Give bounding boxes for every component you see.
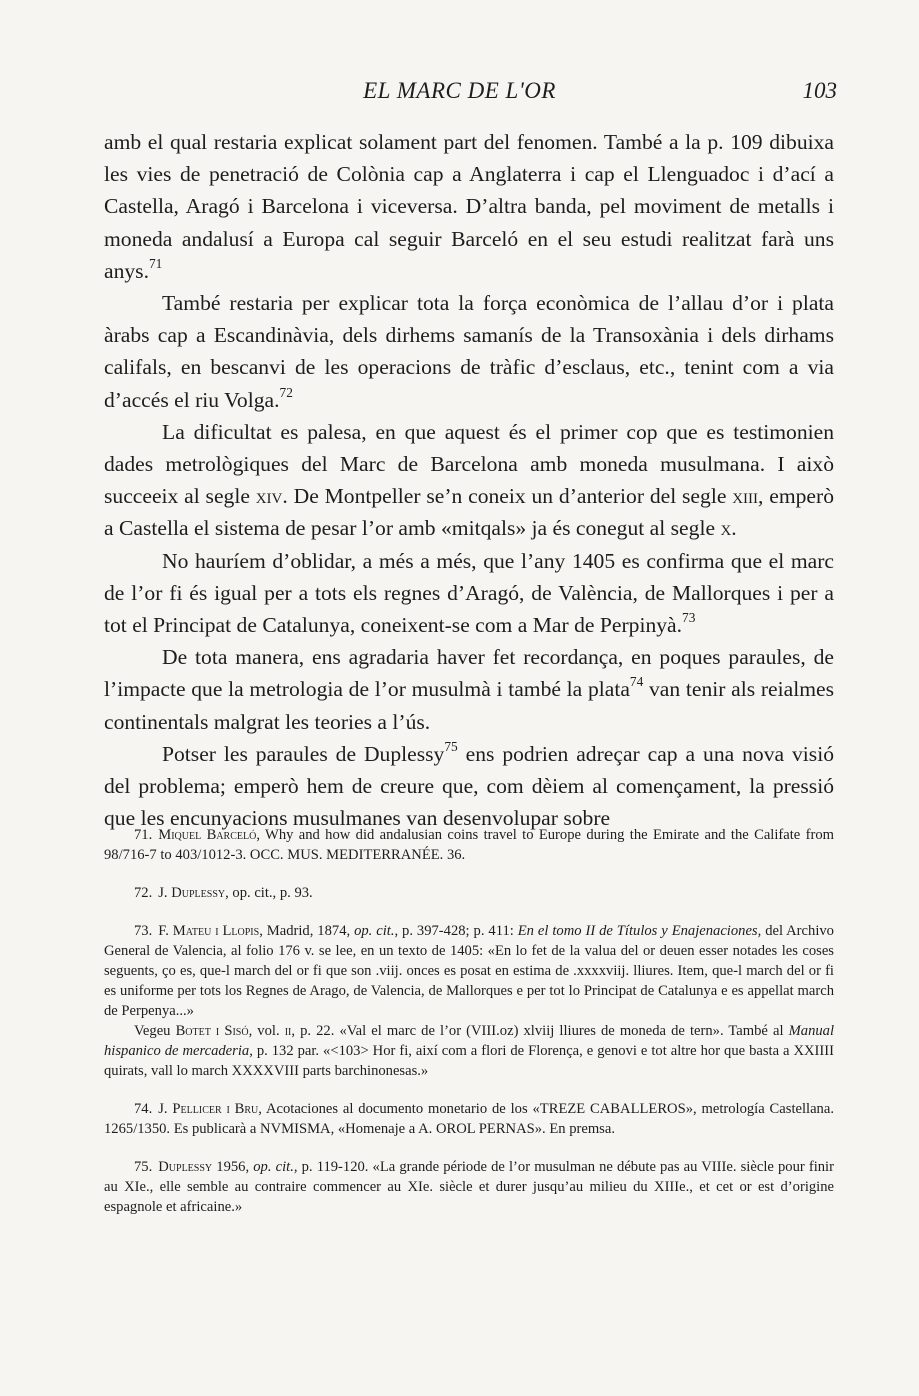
paragraph-5-text-b: van tenir als reialmes continentals malgrat les teories a l’ús. xyxy=(104,677,834,734)
footnote-ref-74: 74 xyxy=(629,674,644,690)
footnote-ref-73: 73 xyxy=(682,610,696,626)
paragraph-3 xyxy=(104,416,834,545)
page-number: 103 xyxy=(802,78,837,103)
footnote-body: 1956, xyxy=(212,1159,254,1175)
footnote-ref-75: 75 xyxy=(444,738,458,754)
footnote-number: 72. xyxy=(134,885,153,901)
paragraph-4-text: No hauríem d’oblidar, a més a més, que l’any 1405 es confirma que el marc de l’or fi és igual per a tots els regnes d’Aragó, de València, de Mallorques i per a tot el Principat de Catalunya, coneixent-se com a Mar de Perpinyà. xyxy=(104,548,834,638)
footnote-number: 75. xyxy=(134,1159,153,1175)
paragraph-5-text-a: De tota manera, ens agradaria haver fet recordança, en poques paraules, de l’impacte que la metrologia de l’or musulmà i també la plata xyxy=(104,645,834,702)
footnote-italic: En el tomo II de Títulos y Enajenaciones, xyxy=(517,923,762,939)
footnote-number: 74. xyxy=(134,1101,153,1117)
footnote-75 xyxy=(104,1157,834,1217)
paragraph-6-text-b: ens podrien adreçar cap a una nova visió del problema; emperò hem de creure que, com dèiem al començament, la pressió que les encunyacions musulmanes van desenvolupar sobre xyxy=(104,741,835,831)
footnote-italic: Manual hispanico de mercaderia, xyxy=(104,1023,835,1059)
footnote-73 xyxy=(104,921,834,1081)
footnote-ref-71: 71 xyxy=(148,255,163,271)
footnote-body: , Why and how did andalusian coins travel to Europe during the Emirate and the Califate from 98/716-7 to 403/1012-3. OCC. MUS. MEDITERRANÉE. 36. xyxy=(104,827,834,863)
paragraph-5 xyxy=(104,641,834,738)
volume-numeral: ii xyxy=(284,1023,292,1039)
footnote-body: , vol. xyxy=(248,1023,285,1039)
century-numeral: xiv xyxy=(255,484,283,509)
footnote-73-text xyxy=(104,921,834,1021)
paragraph-1 xyxy=(104,126,834,287)
footnote-74-text xyxy=(104,1099,834,1139)
footnote-body: , p. 22. «Val el marc de l’or (VIII.oz) xlviij lliures de moneda de tern». També al xyxy=(291,1023,789,1039)
footnote-body: , p. 119-120. «La grande période de l’or musulman ne débute pas au VIIIe. siècle pour finir au XIe., elle semble au contraire commencer au XIe. siècle et durer jusqu’au milieu du XIIIe., et cet or est d’origine espagnole et africaine.» xyxy=(104,1159,834,1215)
footnote-body: p. 132 par. «<103> Hor fi, així com a flori de Florença, e genovi e tot altre hor que basta a XXIIII quirats, vall lo march XXXXVIII parts barchinonesas.» xyxy=(104,1043,834,1079)
paragraph-2 xyxy=(104,287,834,416)
footnote-73-text-2 xyxy=(104,1021,834,1081)
paragraph-6-text-a: Potser les paraules de Duplessy xyxy=(162,741,445,766)
paragraph-3-text-a: La dificultat es palesa, en que aquest és el primer cop que es testimonien dades metrològiques del Marc de Barcelona amb moneda musulmana. I això succeeix al segle xyxy=(104,419,834,509)
footnote-72 xyxy=(104,883,834,903)
footnote-body: , Acotaciones al documento monetario de los «TREZE CABALLEROS», metrología Castellana. 1265/1350. Es publicarà a NVMISMA, «Homenaje a A. OROL PERNAS». En premsa. xyxy=(104,1101,834,1137)
footnote-ref-72: 72 xyxy=(279,384,293,400)
footnotes xyxy=(104,825,834,1235)
footnote-author: Miquel Barceló xyxy=(158,827,257,843)
paragraph-1-text: amb el qual restaria explicat solament part del fenomen. També a la p. 109 dibuixa les vies de penetració de Colònia cap a Anglaterra i cap el Llenguadoc i d’ací a Castella, Aragó i Barcelona i viceversa. D’altra banda, pel moviment de metalls i moneda andalusí a Europa cal seguir Barceló en el seu estudi realitzat farà uns anys. xyxy=(104,130,834,283)
footnote-body: Vegeu xyxy=(134,1023,176,1039)
footnote-author: Botet i Sisó xyxy=(175,1023,249,1039)
century-numeral: x xyxy=(720,516,732,541)
footnote-body: , Madrid, 1874, xyxy=(259,923,355,939)
running-title: EL MARC DE L'OR xyxy=(363,78,556,103)
footnote-71 xyxy=(104,825,834,865)
footnote-author: Duplessy xyxy=(158,1159,213,1175)
footnote-number: 71. xyxy=(134,827,153,843)
footnote-74 xyxy=(104,1099,834,1139)
footnote-author: F. Mateu i Llopis xyxy=(158,923,260,939)
footnote-body: , p. 397-428; p. 411: xyxy=(394,923,518,939)
footnote-author: J. Pellicer i Bru xyxy=(158,1101,259,1117)
paragraph-4 xyxy=(104,545,834,642)
footnote-italic: op. cit. xyxy=(253,1159,294,1175)
footnote-number: 73. xyxy=(134,923,153,939)
paragraph-3-text-d: . xyxy=(731,516,737,541)
paragraph-2-text: També restaria per explicar tota la força econòmica de l’allau d’or i plata àrabs cap a Escandinàvia, dels dirhems samanís de la Transoxània i dels dirhams califals, en bescanvi de les operacions de tràfic d’esclaus, etc., tenint com a via d’accés el riu Volga. xyxy=(104,291,834,412)
footnote-71-text xyxy=(104,825,834,865)
footnote-italic: op. cit. xyxy=(354,923,395,939)
footnote-author: J. Duplessy xyxy=(158,885,226,901)
paragraph-3-text-b: . De Montpeller se’n coneix un d’anterior del segle xyxy=(282,484,733,509)
century-numeral: xiii xyxy=(732,484,759,509)
footnote-body: , op. cit., p. 93. xyxy=(225,885,313,901)
paragraph-3-text-c: , emperò a Castella el sistema de pesar l’or amb «mitqals» ja és conegut al segle xyxy=(104,484,835,541)
main-text xyxy=(104,126,834,834)
footnote-72-text xyxy=(104,883,834,903)
paragraph-6 xyxy=(104,738,834,835)
footnote-body: del Archivo General de Valencia, al folio 176 v. se lee, en un texto de 1405: «En lo fet de la valua del or deuen esser notades les coses seguents, ço es, que-l march del or fi que son .viij. onces es posat en estima de .xxxxviij. lliures. Item, que-l march del or fi es uniforme per tots los Regnes de Arago, de Valencia, de Mallorques e per tot lo Principat de Catalunya e es appellat march de Perpenya...» xyxy=(104,923,834,1019)
footnote-75-text xyxy=(104,1157,834,1217)
